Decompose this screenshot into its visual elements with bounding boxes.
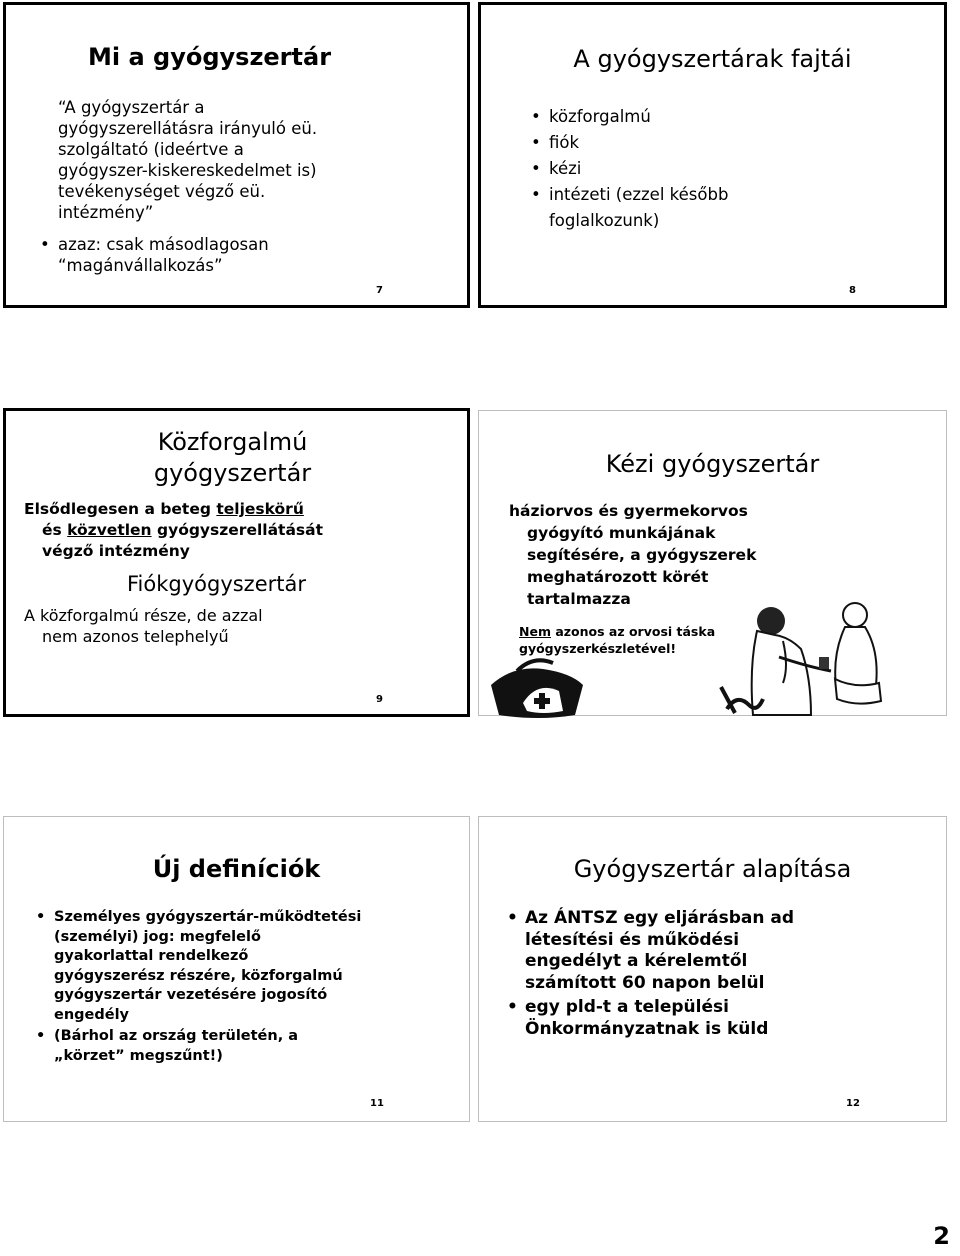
slide-subtitle: Fiókgyógyszertár [126,572,306,596]
doctor-bag-icon [483,651,593,721]
bullet-item: • Személyes gyógyszertár-működtetési (személyi) jog: megfelelő gyakorlattal rendelkező gyógyszerész részére, közforgalmú gyógyszertár vezetésére jogosító engedély [32,908,361,1025]
decorative-flourish-icon [717,683,767,723]
slide-body: háziorvos és gyermekorvos gyógyító munkájának segítésére, a gyógyszerek meghatározott körét tartalmazza [509,502,757,608]
slide-note: Nem azonos az orvosi táska gyógyszerkészletével! [519,624,716,656]
slide-12 [478,816,947,1122]
slide-number: 12 [846,1098,860,1109]
definition-text: Elsődlegesen a beteg teljeskörű és közvetlen gyógyszerellátását végző intézmény [24,500,324,560]
slide-9 [3,408,470,717]
slide-title: Gyógyszertár alapítása [573,855,852,883]
def-line: intézmény” [58,203,154,222]
slide-11 [3,816,470,1122]
slide-bullets [36,234,269,281]
slide-title: Közforgalmú gyógyszertár [153,428,312,487]
slide-title: Kézi gyógyszertár [605,450,820,478]
def-line: tevékenységet végző eü. [58,182,266,201]
slide-7 [3,2,470,308]
slide-title: A gyógyszertárak fajtái [573,45,852,73]
fiok-description: A közforgalmú része, de azzal nem azonos telephelyű [24,606,263,646]
slide-bullets [503,908,794,1045]
bullet-item: • egy pld-t a települési Önkormányzatnak is küld [503,997,794,1040]
bullet-item: • fiók [527,130,728,156]
bullet-item: • közforgalmú [527,104,728,130]
def-line: gyógyszer-kiskereskedelmet is) [58,161,317,180]
slide-number: 11 [370,1098,384,1109]
document-page-number: 2 [933,1222,950,1250]
slide-definition: “A gyógyszertár a gyógyszerellátásra irányuló eü. szolgáltató (ideértve a gyógyszer-kiskereskedelmet is) tevékenységet végző eü. intézmény” [58,98,318,222]
bullet-item: • Az ÁNTSZ egy eljárásban ad létesítési és működési engedélyt a kérelemtől számított 60 napon belül [503,908,794,994]
slide-bullets [527,104,728,234]
def-line: szolgáltató (ideértve a [58,140,244,159]
slide-number: 9 [376,694,383,705]
def-line: gyógyszerellátásra irányuló eü. [58,119,318,138]
bullet-item: • (Bárhol az ország területén, a „körzet” megszűnt!) [32,1027,361,1066]
slide-number: 7 [376,285,383,296]
bullet-item: • azaz: csak másodlagosan “magánvállalkozás” [36,234,269,276]
slide-8 [478,2,947,308]
slide-bullets [32,908,361,1071]
slide-title: Új definíciók [152,855,321,883]
slide-10 [478,410,947,716]
bullet-item: • kézi [527,156,728,182]
slide-title: Mi a gyógyszertár [88,43,332,71]
slide-number: 8 [849,285,856,296]
def-line: A gyógyszertár a [64,98,205,117]
bullet-item: • intézeti (ezzel később foglalkozunk) [527,182,728,234]
